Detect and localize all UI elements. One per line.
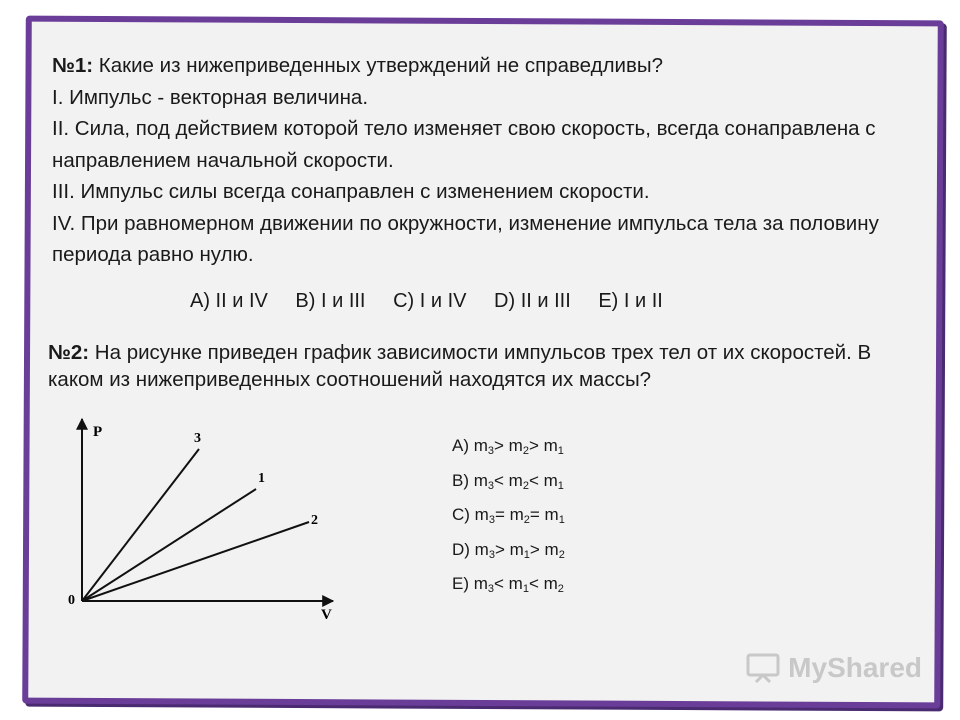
answer-option-e[interactable]: E) I и II — [598, 290, 663, 312]
answer-option-c[interactable]: C) I и IV — [393, 290, 467, 312]
question-2-text: На рисунке приведен график зависимости импульсов трех тел от их скоростей. В каком из нижеприведенных соотношений находятся их массы? — [48, 341, 872, 391]
statement-2: II. Сила, под действием которой тело изменяет свою скорость, всегда сонаправлена с направлением начальной скорости. — [52, 117, 876, 172]
answer-option-b[interactable]: B) I и III — [295, 290, 366, 312]
answer-option-d[interactable]: D) II и III — [494, 290, 571, 312]
question-1-answers — [190, 290, 890, 313]
answer-option-a[interactable]: A) II и IV — [190, 290, 268, 312]
origin-label: 0 — [68, 593, 75, 608]
question-2 — [48, 340, 918, 393]
watermark-text: MyShared — [788, 652, 922, 683]
line-label-1: 1 — [258, 471, 265, 486]
statement-4: IV. При равномерном движении по окружности, изменение импульса тела за половину периода равно нулю. — [52, 211, 879, 266]
graph-line-1 — [82, 489, 256, 601]
graph-line-2 — [82, 522, 309, 601]
y-axis-label: P — [93, 424, 103, 440]
statement-1: I. Импульс - векторная величина. — [52, 85, 369, 109]
question-2-answers — [452, 436, 565, 609]
mass-option-b[interactable]: B) $m_3< m_2< m_1$ — [452, 470, 564, 492]
watermark-logo — [746, 652, 922, 684]
statement-3: III. Импульс силы всегда сонаправлен с изменением скорости. — [52, 180, 650, 203]
momentum-velocity-graph — [55, 405, 355, 630]
line-label-3: 3 — [194, 431, 201, 446]
question-1 — [52, 50, 912, 271]
question-1-number: №1: — [52, 54, 94, 77]
question-2-number: №2: — [48, 341, 90, 364]
mass-option-e[interactable]: E) $m_3< m_1< m_2$ — [452, 574, 564, 595]
question-1-prompt — [52, 50, 912, 82]
mass-option-c[interactable]: C) $m_3= m_2= m_1$ — [452, 505, 565, 526]
mass-option-d[interactable]: D) $m_3> m_1> m_2$ — [452, 539, 565, 561]
mass-option-a[interactable]: A) $m_3> m_2> m_1$ — [452, 436, 564, 457]
x-axis-label: V — [321, 607, 332, 623]
graph-line-3 — [82, 449, 199, 601]
line-label-2: 2 — [311, 513, 318, 528]
presentation-board-icon — [746, 653, 780, 683]
question-1-text: Какие из нижеприведенных утверждений не справедливы? — [93, 54, 664, 77]
